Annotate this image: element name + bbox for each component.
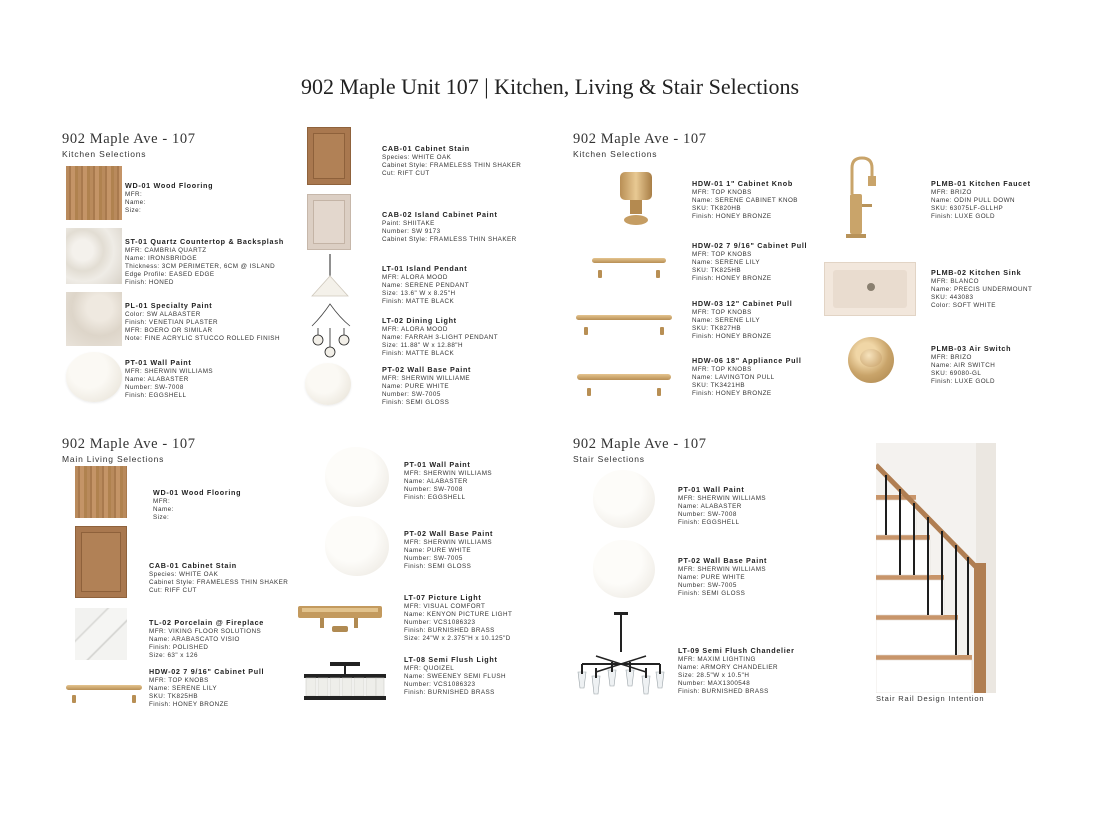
spec-line: Number: VCS1086323 bbox=[404, 619, 476, 626]
panel-subtitle: Main Living Selections bbox=[62, 454, 165, 464]
cabinet-pull-icon bbox=[592, 258, 666, 272]
spec-line: Size: bbox=[153, 514, 170, 521]
spec-line: MFR: SHERWIN WILLIAMS bbox=[125, 368, 214, 375]
spec-line: Name: PRECIS UNDERMOUNT bbox=[931, 286, 1033, 293]
spec-line: Name: FARRAH 3-LIGHT PENDANT bbox=[382, 334, 499, 341]
cabinet-stain-door bbox=[75, 526, 127, 598]
spec-code: HDW-02 7 9/16" Cabinet Pull bbox=[149, 667, 265, 676]
spec-line: Name: LAVINGTON PULL bbox=[692, 374, 775, 381]
spec-line: Finish: BURNISHED BRASS bbox=[404, 689, 495, 696]
air-switch-icon bbox=[848, 337, 894, 383]
spec-line: Species: WHITE OAK bbox=[382, 154, 452, 161]
spec-plmb-03 bbox=[931, 344, 1011, 386]
stair-rail-illustration bbox=[876, 443, 996, 693]
spec-code: CAB-02 Island Cabinet Paint bbox=[382, 210, 498, 219]
cabinet-knob-icon bbox=[616, 170, 656, 228]
spec-line: Number: SW 9173 bbox=[382, 228, 441, 235]
spec-line: MFR: TOP KNOBS bbox=[692, 309, 752, 316]
spec-code: PLMB-01 Kitchen Faucet bbox=[931, 179, 1031, 188]
spec-line: Finish: VENETIAN PLASTER bbox=[125, 319, 219, 326]
spec-code: PT-01 Wall Paint bbox=[125, 358, 192, 367]
spec-hdw-03 bbox=[692, 299, 792, 341]
spec-line: Number: SW-7005 bbox=[404, 555, 463, 562]
spec-line: Edge Profile: EASED EDGE bbox=[125, 271, 215, 278]
panel-title: 902 Maple Ave - 107 bbox=[573, 131, 707, 147]
spec-line: SKU: TK825HB bbox=[149, 693, 199, 700]
spec-line: MFR: TOP KNOBS bbox=[692, 366, 752, 373]
spec-cab-01 bbox=[149, 561, 288, 595]
paint-swatch-alabaster bbox=[66, 352, 122, 402]
panel-header-kitchen-2 bbox=[573, 131, 707, 159]
spec-line: Name: SWEENEY SEMI FLUSH bbox=[404, 673, 507, 680]
spec-code: PT-02 Wall Base Paint bbox=[404, 529, 494, 538]
spec-line: SKU: TK820HB bbox=[692, 205, 742, 212]
spec-line: Cut: RIFF CUT bbox=[149, 587, 197, 594]
spec-line: Number: VCS1086323 bbox=[404, 681, 476, 688]
semi-flush-light-icon bbox=[300, 660, 390, 710]
paint-swatch-pure-white bbox=[325, 516, 389, 576]
spec-pt-02 bbox=[404, 529, 493, 571]
spec-code: CAB-01 Cabinet Stain bbox=[382, 144, 470, 153]
paint-swatch-alabaster bbox=[593, 470, 655, 528]
panel-header-stair bbox=[573, 436, 707, 464]
spec-line: Name: bbox=[125, 199, 146, 206]
spec-lt-08 bbox=[404, 655, 506, 697]
spec-line: Color: SOFT WHITE bbox=[931, 302, 996, 309]
spec-line: Cabinet Style: FRAMELESS THIN SHAKER bbox=[149, 579, 289, 586]
chandelier-icon bbox=[576, 612, 668, 700]
spec-line: Finish: POLISHED bbox=[149, 644, 209, 651]
paint-swatch-pure-white bbox=[305, 363, 351, 405]
spec-lt-02 bbox=[382, 316, 498, 358]
spec-line: Size: 63" x 126 bbox=[149, 652, 198, 659]
spec-line: Finish: SEMI GLOSS bbox=[678, 590, 746, 597]
spec-line: Number: SW-7005 bbox=[678, 582, 737, 589]
spec-plmb-01 bbox=[931, 179, 1031, 221]
spec-line: Size: 13.6" W x 8.25"H bbox=[382, 290, 456, 297]
spec-line: Name: ALABASTER bbox=[125, 376, 189, 383]
spec-line: MFR: MAXIM LIGHTING bbox=[678, 656, 756, 663]
spec-code: PLMB-02 Kitchen Sink bbox=[931, 268, 1022, 277]
spec-code: LT-01 Island Pendant bbox=[382, 264, 468, 273]
spec-line: Finish: HONEY BRONZE bbox=[692, 333, 772, 340]
panel-subtitle: Stair Selections bbox=[573, 454, 645, 464]
spec-code: HDW-02 7 9/16" Cabinet Pull bbox=[692, 241, 808, 250]
spec-code: HDW-03 12" Cabinet Pull bbox=[692, 299, 793, 308]
spec-wd-01 bbox=[125, 181, 213, 215]
spec-cab-02 bbox=[382, 210, 517, 244]
kitchen-sink-icon bbox=[824, 262, 916, 316]
spec-line: Name: bbox=[153, 506, 174, 513]
spec-line: Thickness: 3CM PERIMETER, 6CM @ ISLAND bbox=[125, 263, 276, 270]
kitchen-faucet-icon bbox=[838, 154, 898, 240]
stair-rail-photo bbox=[876, 443, 996, 693]
spec-line: Finish: BURNISHED BRASS bbox=[404, 627, 495, 634]
spec-line: MFR: SHERWIN WILLIAMS bbox=[404, 539, 493, 546]
spec-line: Finish: BURNISHED BRASS bbox=[678, 688, 769, 695]
cabinet-pull-icon bbox=[66, 685, 142, 697]
spec-line: Number: SW-7008 bbox=[404, 486, 463, 493]
spec-code: PT-01 Wall Paint bbox=[404, 460, 471, 469]
porcelain-swatch bbox=[75, 608, 127, 660]
spec-code: ST-01 Quartz Countertop & Backsplash bbox=[125, 237, 284, 246]
spec-code: CAB-01 Cabinet Stain bbox=[149, 561, 237, 570]
spec-line: Finish: EGGSHELL bbox=[404, 494, 466, 501]
spec-line: Finish: LUXE GOLD bbox=[931, 213, 995, 220]
spec-line: Finish: HONED bbox=[125, 279, 174, 286]
spec-line: Finish: SEMI GLOSS bbox=[404, 563, 472, 570]
island-cabinet-door bbox=[307, 194, 351, 250]
spec-line: Finish: EGGSHELL bbox=[125, 392, 187, 399]
spec-pt-01 bbox=[678, 485, 766, 527]
cabinet-pull-icon bbox=[576, 315, 672, 329]
panel-header-kitchen-1 bbox=[62, 131, 196, 159]
spec-line: MFR: BOERO OR SIMILAR bbox=[125, 327, 213, 334]
spec-line: Color: SW ALABASTER bbox=[125, 311, 201, 318]
paint-swatch-pure-white bbox=[593, 540, 655, 598]
spec-line: Name: ODIN PULL DOWN bbox=[931, 197, 1015, 204]
spec-line: MFR: CAMBRIA QUARTZ bbox=[125, 247, 207, 254]
spec-line: Size: 11.88" W x 12.88"H bbox=[382, 342, 463, 349]
wood-flooring-swatch bbox=[75, 466, 127, 518]
spec-tl-02 bbox=[149, 618, 264, 660]
panel-title: 902 Maple Ave - 107 bbox=[573, 436, 707, 452]
spec-line: Finish: MATTE BLACK bbox=[382, 298, 455, 305]
paint-swatch-alabaster bbox=[325, 447, 389, 507]
spec-line: Finish: SEMI GLOSS bbox=[382, 399, 450, 406]
spec-lt-09 bbox=[678, 646, 795, 696]
spec-line: Cut: RIFT CUT bbox=[382, 170, 430, 177]
spec-code: PLMB-03 Air Switch bbox=[931, 344, 1012, 353]
spec-line: Name: SERENE CABINET KNOB bbox=[692, 197, 798, 204]
spec-line: Name: ARABASCATO VISIO bbox=[149, 636, 240, 643]
spec-line: MFR: QUOIZEL bbox=[404, 665, 455, 672]
spec-st-01 bbox=[125, 237, 284, 287]
spec-code: HDW-01 1" Cabinet Knob bbox=[692, 179, 793, 188]
spec-line: MFR: VISUAL COMFORT bbox=[404, 603, 486, 610]
spec-line: Species: WHITE OAK bbox=[149, 571, 219, 578]
spec-plmb-02 bbox=[931, 268, 1032, 310]
spec-code: LT-02 Dining Light bbox=[382, 316, 457, 325]
spec-line: MFR: VIKING FLOOR SOLUTIONS bbox=[149, 628, 262, 635]
spec-line: Finish: LUXE GOLD bbox=[931, 378, 995, 385]
cabinet-stain-door bbox=[307, 127, 351, 185]
spec-line: Number: SW-7005 bbox=[382, 391, 441, 398]
spec-line: MFR: SHERWIN WILLIAMS bbox=[404, 470, 493, 477]
page-title: 902 Maple Unit 107 | Kitchen, Living & Stair Selections bbox=[300, 74, 800, 99]
spec-hdw-06 bbox=[692, 356, 802, 398]
spec-line: Cabinet Style: FRAMLESS THIN SHAKER bbox=[382, 236, 517, 243]
spec-code: WD-01 Wood Flooring bbox=[125, 181, 214, 190]
spec-code: PT-01 Wall Paint bbox=[678, 485, 745, 494]
spec-code: LT-07 Picture Light bbox=[404, 593, 482, 602]
spec-pt-01 bbox=[404, 460, 492, 502]
spec-line: Name: SERENE LILY bbox=[149, 685, 218, 692]
spec-line: Cabinet Style: FRAMELESS THIN SHAKER bbox=[382, 162, 522, 169]
spec-line: MFR: SHERWIN WILLIAMS bbox=[678, 495, 767, 502]
spec-line: Name: SERENE PENDANT bbox=[382, 282, 470, 289]
spec-line: Finish: HONEY BRONZE bbox=[692, 390, 772, 397]
panel-header-living bbox=[62, 436, 196, 464]
spec-code: PT-02 Wall Base Paint bbox=[382, 365, 472, 374]
spec-code: WD-01 Wood Flooring bbox=[153, 488, 242, 497]
spec-line: Name: SERENE LILY bbox=[692, 259, 761, 266]
spec-line: Number: MAX1300548 bbox=[678, 680, 751, 687]
spec-line: Name: AIR SWITCH bbox=[931, 362, 996, 369]
panel-title: 902 Maple Ave - 107 bbox=[62, 131, 196, 147]
quartz-swatch bbox=[66, 228, 122, 284]
spec-line: Size: 28.5"W x 10.5"H bbox=[678, 672, 750, 679]
panel-subtitle: Kitchen Selections bbox=[62, 149, 147, 159]
spec-hdw-02 bbox=[692, 241, 807, 283]
spec-line: Name: PURE WHITE bbox=[678, 574, 746, 581]
spec-pt-02 bbox=[678, 556, 767, 598]
spec-line: Paint: SHIITAKE bbox=[382, 220, 435, 227]
spec-line: Finish: HONEY BRONZE bbox=[149, 701, 229, 708]
spec-lt-07 bbox=[404, 593, 512, 643]
spec-hdw-01 bbox=[692, 179, 798, 221]
spec-line: MFR: SHERWIN WILLIAME bbox=[382, 375, 471, 382]
spec-line: SKU: 63075LF-GLLHP bbox=[931, 205, 1004, 212]
spec-line: Name: SERENE LILY bbox=[692, 317, 761, 324]
spec-code: TL-02 Porcelain @ Fireplace bbox=[149, 618, 264, 627]
spec-line: MFR: TOP KNOBS bbox=[692, 189, 752, 196]
spec-line: Name: KENYON PICTURE LIGHT bbox=[404, 611, 513, 618]
panel-title: 902 Maple Ave - 107 bbox=[62, 436, 196, 452]
spec-line: Name: ALABASTER bbox=[404, 478, 468, 485]
spec-line: SKU: 443083 bbox=[931, 294, 974, 301]
spec-line: MFR: ALORA MOOD bbox=[382, 274, 448, 281]
spec-line: Finish: HONEY BRONZE bbox=[692, 275, 772, 282]
spec-line: Size: 24"W x 2.375"H x 10.125"D bbox=[404, 635, 511, 642]
spec-code: HDW-06 18" Appliance Pull bbox=[692, 356, 802, 365]
spec-code: LT-08 Semi Flush Light bbox=[404, 655, 498, 664]
spec-line: SKU: TK825HB bbox=[692, 267, 742, 274]
pendant-lights-icon bbox=[300, 254, 370, 364]
spec-line: MFR: BLANCO bbox=[931, 278, 979, 285]
panel-subtitle: Kitchen Selections bbox=[573, 149, 658, 159]
spec-line: SKU: TK827HB bbox=[692, 325, 742, 332]
spec-line: MFR: ALORA MOOD bbox=[382, 326, 448, 333]
spec-line: Note: FINE ACRYLIC STUCCO ROLLED FINISH bbox=[125, 335, 280, 342]
spec-line: Number: SW-7008 bbox=[678, 511, 737, 518]
spec-line: MFR: bbox=[153, 498, 171, 505]
spec-line: MFR: SHERWIN WILLIAMS bbox=[678, 566, 767, 573]
spec-line: Name: IRONSBRIDGE bbox=[125, 255, 198, 262]
spec-line: MFR: TOP KNOBS bbox=[692, 251, 752, 258]
spec-line: MFR: BRIZO bbox=[931, 354, 972, 361]
spec-line: Size: bbox=[125, 207, 142, 214]
spec-line: MFR: BRIZO bbox=[931, 189, 972, 196]
spec-code: PL-01 Specialty Paint bbox=[125, 301, 213, 310]
wood-flooring-swatch bbox=[66, 166, 122, 220]
spec-wd-01 bbox=[153, 488, 241, 522]
spec-line: Number: SW-7008 bbox=[125, 384, 184, 391]
spec-line: Name: ALABASTER bbox=[678, 503, 742, 510]
spec-line: Name: ARMORY CHANDELIER bbox=[678, 664, 779, 671]
stair-caption: Stair Rail Design Intention bbox=[876, 694, 985, 703]
spec-code: LT-09 Semi Flush Chandelier bbox=[678, 646, 795, 655]
spec-lt-01 bbox=[382, 264, 469, 306]
spec-line: SKU: 69080-GL bbox=[931, 370, 982, 377]
spec-line: Name: PURE WHITE bbox=[382, 383, 450, 390]
picture-light-icon bbox=[296, 598, 386, 638]
spec-line: MFR: bbox=[125, 191, 143, 198]
spec-line: SKU: TK3421HB bbox=[692, 382, 745, 389]
spec-line: Finish: EGGSHELL bbox=[678, 519, 740, 526]
spec-code: PT-02 Wall Base Paint bbox=[678, 556, 768, 565]
plaster-swatch bbox=[66, 292, 122, 346]
spec-line: Finish: HONEY BRONZE bbox=[692, 213, 772, 220]
spec-line: MFR: TOP KNOBS bbox=[149, 677, 209, 684]
spec-line: Finish: MATTE BLACK bbox=[382, 350, 455, 357]
appliance-pull-icon bbox=[577, 374, 671, 390]
spec-hdw-02 bbox=[149, 667, 264, 709]
spec-cab-01 bbox=[382, 144, 521, 178]
spec-line: Name: PURE WHITE bbox=[404, 547, 472, 554]
spec-pt-02 bbox=[382, 365, 471, 407]
spec-pt-01 bbox=[125, 358, 213, 400]
spec-pl-01 bbox=[125, 301, 280, 343]
